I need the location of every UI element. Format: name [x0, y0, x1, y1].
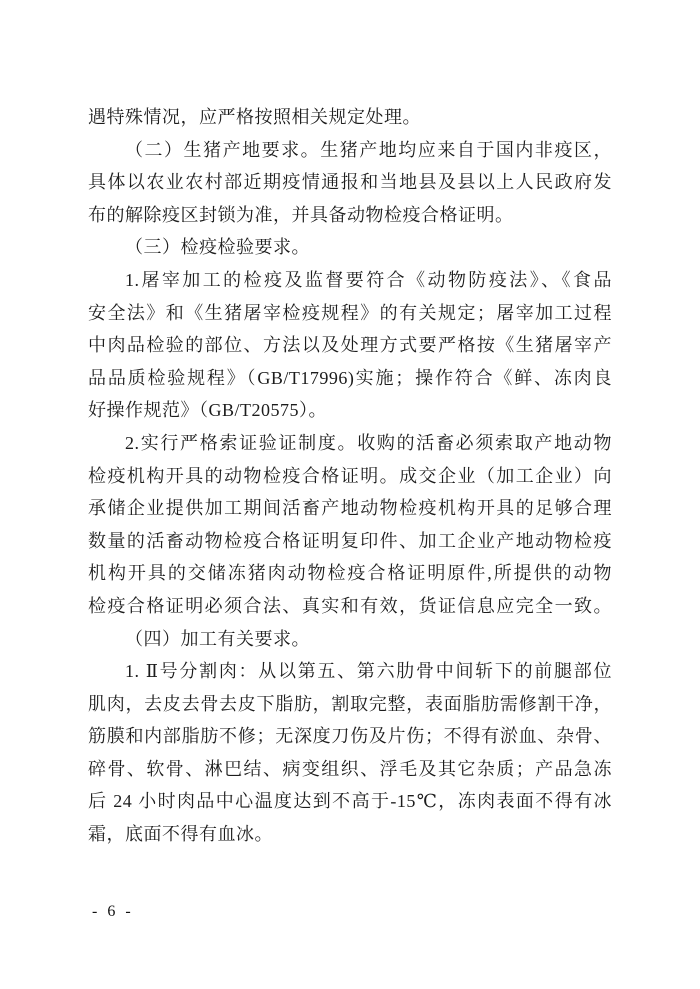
text-line: （三）检疫检验要求。 [125, 237, 310, 258]
text-line: 具体以农业农村部近期疫情通报和当地县及县以上人民政府发 [88, 172, 612, 193]
text-line: 数量的活畜动物检疫合格证明复印件、加工企业产地动物检疫 [88, 530, 612, 551]
text-line: 机构开具的交储冻猪肉动物检疫合格证明原件,所提供的动物 [88, 563, 612, 584]
text-line: 1. Ⅱ号分割肉：从以第五、第六肋骨中间斩下的前腿部位 [125, 661, 612, 682]
text-line: 布的解除疫区封锁为准，并具备动物检疫合格证明。 [88, 204, 514, 225]
text-line: （二）生猪产地要求。生猪产地均应来自于国内非疫区， [125, 139, 612, 160]
document-body-text [88, 101, 612, 851]
text-line: 承储企业提供加工期间活畜产地动物检疫机构开具的足够合理 [88, 498, 612, 519]
text-line: 筋膜和内部脂肪不修；无深度刀伤及片伤；不得有淤血、杂骨、 [88, 726, 612, 747]
text-line: 遇特殊情况，应严格按照相关规定处理。 [88, 107, 421, 127]
page-number: - 6 - [92, 903, 134, 920]
text-line: 1.屠宰加工的检疫及监督要符合《动物防疫法》、《食品 [125, 269, 612, 290]
text-line: 品品质检验规程》（GB/T17996)实施；操作符合《鲜、冻肉良 [88, 367, 612, 388]
text-line: 后 24 小时肉品中心温度达到不高于-15℃，冻肉表面不得有冰 [88, 791, 612, 812]
text-line: 好操作规范》（GB/T20575）。 [88, 400, 328, 421]
text-line: 检疫合格证明必须合法、真实和有效，货证信息应完全一致。 [88, 595, 612, 616]
text-line: 中肉品检验的部位、方法以及处理方式要严格按《生猪屠宰产 [88, 335, 612, 356]
text-line: 霜，底面不得有血冰。 [88, 824, 273, 845]
text-line: 安全法》和《生猪屠宰检疫规程》的有关规定；屠宰加工过程 [88, 302, 612, 323]
text-line: 肌肉，去皮去骨去皮下脂肪，割取完整，表面脂肪需修割干净， [88, 693, 612, 714]
text-line: （四）加工有关要求。 [125, 628, 310, 649]
text-line: 检疫机构开具的动物检疫合格证明。成交企业（加工企业）向 [88, 465, 612, 486]
text-line: 2.实行严格索证验证制度。收购的活畜必须索取产地动物 [125, 432, 612, 453]
text-line: 碎骨、软骨、淋巴结、病变组织、浮毛及其它杂质；产品急冻 [88, 758, 612, 779]
